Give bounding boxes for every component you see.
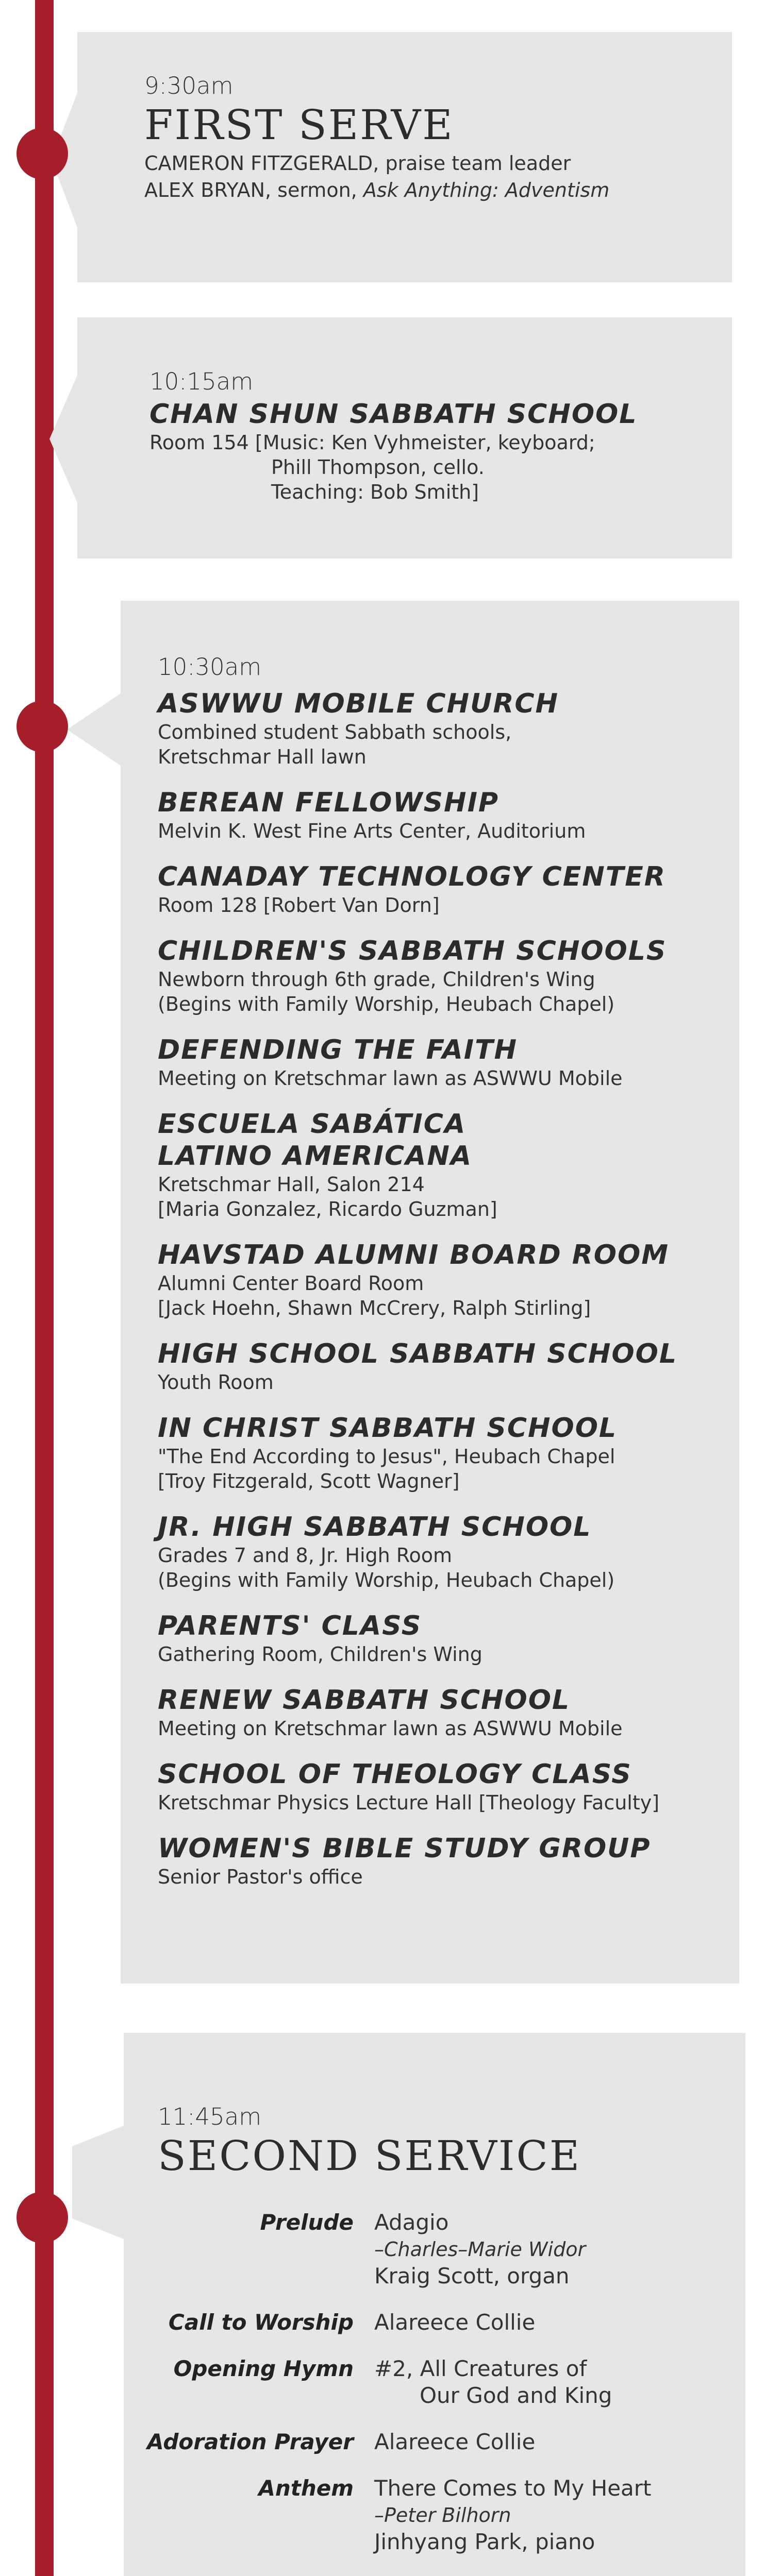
sabbath-school-title: JR. HIGH SABBATH SCHOOL — [158, 1512, 592, 1543]
order-of-worship — [137, 2209, 735, 2576]
first-serve-title: FIRST SERVE — [144, 101, 454, 149]
sabbath-school-title: WOMEN'S BIBLE STUDY GROUP — [158, 1833, 651, 1864]
first-serve-line1: CAMERON FITZGERALD, praise team leader — [144, 152, 571, 175]
sabbath-school-entry — [158, 688, 730, 769]
first-serve-line2 — [144, 177, 711, 204]
sabbath-schools-dot — [16, 701, 68, 752]
sabbath-school-entry — [158, 1034, 730, 1091]
order-item-label: Opening Hymn — [173, 2356, 354, 2381]
sabbath-school-detail: Kretschmar Physics Lecture Hall [Theology Faculty] — [158, 1791, 660, 1814]
sabbath-school-entry — [158, 787, 730, 843]
sabbath-school-entry — [158, 935, 730, 1016]
order-item-details — [374, 2475, 735, 2555]
sabbath-school-title: ASWWU MOBILE CHURCH — [158, 688, 559, 719]
order-item — [137, 2429, 735, 2455]
chan-shun-line3: Teaching: Bob Smith] — [271, 481, 479, 503]
sabbath-school-detail: Kretschmar Hall lawn — [158, 745, 367, 768]
order-item-details — [374, 2209, 735, 2290]
order-item — [137, 2355, 735, 2409]
sabbath-school-entry — [158, 1412, 730, 1494]
sabbath-schools-time: 10:30am — [158, 653, 262, 681]
sabbath-schools-content — [158, 653, 730, 1907]
first-serve-line2-italic: Ask Anything: Adventism — [363, 179, 610, 201]
sabbath-school-entry — [158, 1610, 730, 1667]
second-service-content — [158, 2103, 735, 2195]
sabbath-school-detail: [Maria Gonzalez, Ricardo Guzman] — [158, 1198, 497, 1221]
sabbath-school-entry — [158, 1511, 730, 1592]
sabbath-school-detail: Newborn through 6th grade, Children's Wing — [158, 968, 595, 991]
second-service-title: SECOND SERVICE — [158, 2132, 581, 2180]
sabbath-school-title-line2: LATINO AMERICANA — [158, 1141, 473, 1172]
sabbath-school-entry — [158, 861, 730, 918]
order-item-line: Kraig Scott, organ — [374, 2263, 570, 2289]
sabbath-school-title: CANADAY TECHNOLOGY CENTER — [158, 861, 666, 892]
sabbath-school-detail: [Jack Hoehn, Shawn McCrery, Ralph Stirling] — [158, 1297, 591, 1319]
sabbath-school-title: ESCUELA SABÁTICA — [158, 1109, 467, 1140]
order-item — [137, 2309, 735, 2336]
sabbath-school-detail: Combined student Sabbath schools, — [158, 721, 512, 743]
sabbath-school-detail: "The End According to Jesus", Heubach Chapel — [158, 1445, 615, 1468]
first-serve-content — [144, 72, 711, 204]
second-service-time: 11:45am — [158, 2103, 262, 2130]
sabbath-school-entry — [158, 1684, 730, 1741]
order-item-line: Alareece Collie — [374, 2429, 536, 2454]
order-item-credit: –Peter Bilhorn — [374, 2504, 511, 2527]
first-serve-time: 9:30am — [144, 72, 234, 99]
sabbath-school-entry — [158, 1108, 730, 1222]
second-service-pointer — [72, 2033, 127, 2342]
order-item-label: Anthem — [258, 2476, 354, 2501]
chan-shun-line1: Room 154 [Music: Ken Vyhmeister, keyboard; — [149, 431, 595, 454]
sabbath-schools-list — [158, 688, 730, 1889]
sabbath-school-entry — [158, 1833, 730, 1889]
order-item-label: Prelude — [260, 2210, 354, 2235]
order-item-details — [374, 2355, 735, 2409]
sabbath-school-title: BEREAN FELLOWSHIP — [158, 787, 500, 818]
order-item-details — [374, 2309, 735, 2336]
chan-shun-time: 10:15am — [149, 368, 254, 395]
sabbath-school-detail: (Begins with Family Worship, Heubach Chapel) — [158, 993, 615, 1015]
order-item-line: There Comes to My Heart — [374, 2476, 652, 2501]
sabbath-school-title: DEFENDING THE FAITH — [158, 1035, 518, 1065]
chan-shun-line2: Phill Thompson, cello. — [271, 456, 485, 479]
order-item — [137, 2209, 735, 2290]
sabbath-school-entry — [158, 1338, 730, 1395]
order-item-label: Call to Worship — [168, 2310, 354, 2335]
first-serve-dot — [16, 128, 68, 179]
sabbath-school-title: SCHOOL OF THEOLOGY CLASS — [158, 1759, 632, 1790]
order-item-line: Jinhyang Park, piano — [374, 2529, 595, 2554]
sabbath-school-detail: Gathering Room, Children's Wing — [158, 1643, 482, 1666]
sabbath-school-detail: (Begins with Family Worship, Heubach Chapel) — [158, 1569, 615, 1591]
sabbath-school-detail: Youth Room — [158, 1371, 274, 1394]
chan-shun-title: CHAN SHUN SABBATH SCHOOL — [149, 399, 638, 430]
order-item-details — [374, 2429, 735, 2455]
sabbath-school-detail: Melvin K. West Fine Arts Center, Auditorium — [158, 820, 586, 842]
sabbath-school-entry — [158, 1758, 730, 1815]
order-item-credit: –Charles–Marie Widor — [374, 2238, 586, 2261]
sabbath-school-title: HAVSTAD ALUMNI BOARD ROOM — [158, 1240, 669, 1270]
sabbath-school-detail: Meeting on Kretschmar lawn as ASWWU Mobile — [158, 1717, 623, 1740]
order-item-label: Adoration Prayer — [147, 2429, 354, 2454]
sabbath-school-detail: Kretschmar Hall, Salon 214 — [158, 1173, 425, 1196]
sabbath-school-title: CHILDREN'S SABBATH SCHOOLS — [158, 936, 667, 967]
sabbath-school-title: IN CHRIST SABBATH SCHOOL — [158, 1413, 618, 1444]
sabbath-school-title: HIGH SCHOOL SABBATH SCHOOL — [158, 1338, 677, 1369]
second-service-dot — [16, 2192, 68, 2243]
chan-shun-pointer — [49, 317, 80, 558]
sabbath-school-detail: Grades 7 and 8, Jr. High Room — [158, 1544, 453, 1567]
order-item-line: Alareece Collie — [374, 2310, 536, 2335]
chan-shun-content — [149, 368, 717, 504]
order-item-line: #2, All Creatures of — [374, 2356, 587, 2381]
sabbath-school-title: PARENTS' CLASS — [158, 1611, 422, 1641]
order-item-line: Our God and King — [420, 2383, 612, 2408]
sabbath-school-detail: Senior Pastor's office — [158, 1866, 363, 1888]
sabbath-schools-pointer — [67, 601, 124, 858]
first-serve-line2-prefix: ALEX BRYAN, sermon, — [144, 179, 363, 201]
order-item — [137, 2475, 735, 2555]
sabbath-school-detail: Alumni Center Board Room — [158, 1272, 424, 1295]
sabbath-school-detail: Meeting on Kretschmar lawn as ASWWU Mobile — [158, 1067, 623, 1090]
sabbath-school-detail: Room 128 [Robert Van Dorn] — [158, 894, 440, 917]
order-item-line: Adagio — [374, 2210, 449, 2235]
sabbath-school-detail: [Troy Fitzgerald, Scott Wagner] — [158, 1470, 460, 1493]
sabbath-school-title: RENEW SABBATH SCHOOL — [158, 1685, 571, 1716]
sabbath-school-entry — [158, 1239, 730, 1320]
